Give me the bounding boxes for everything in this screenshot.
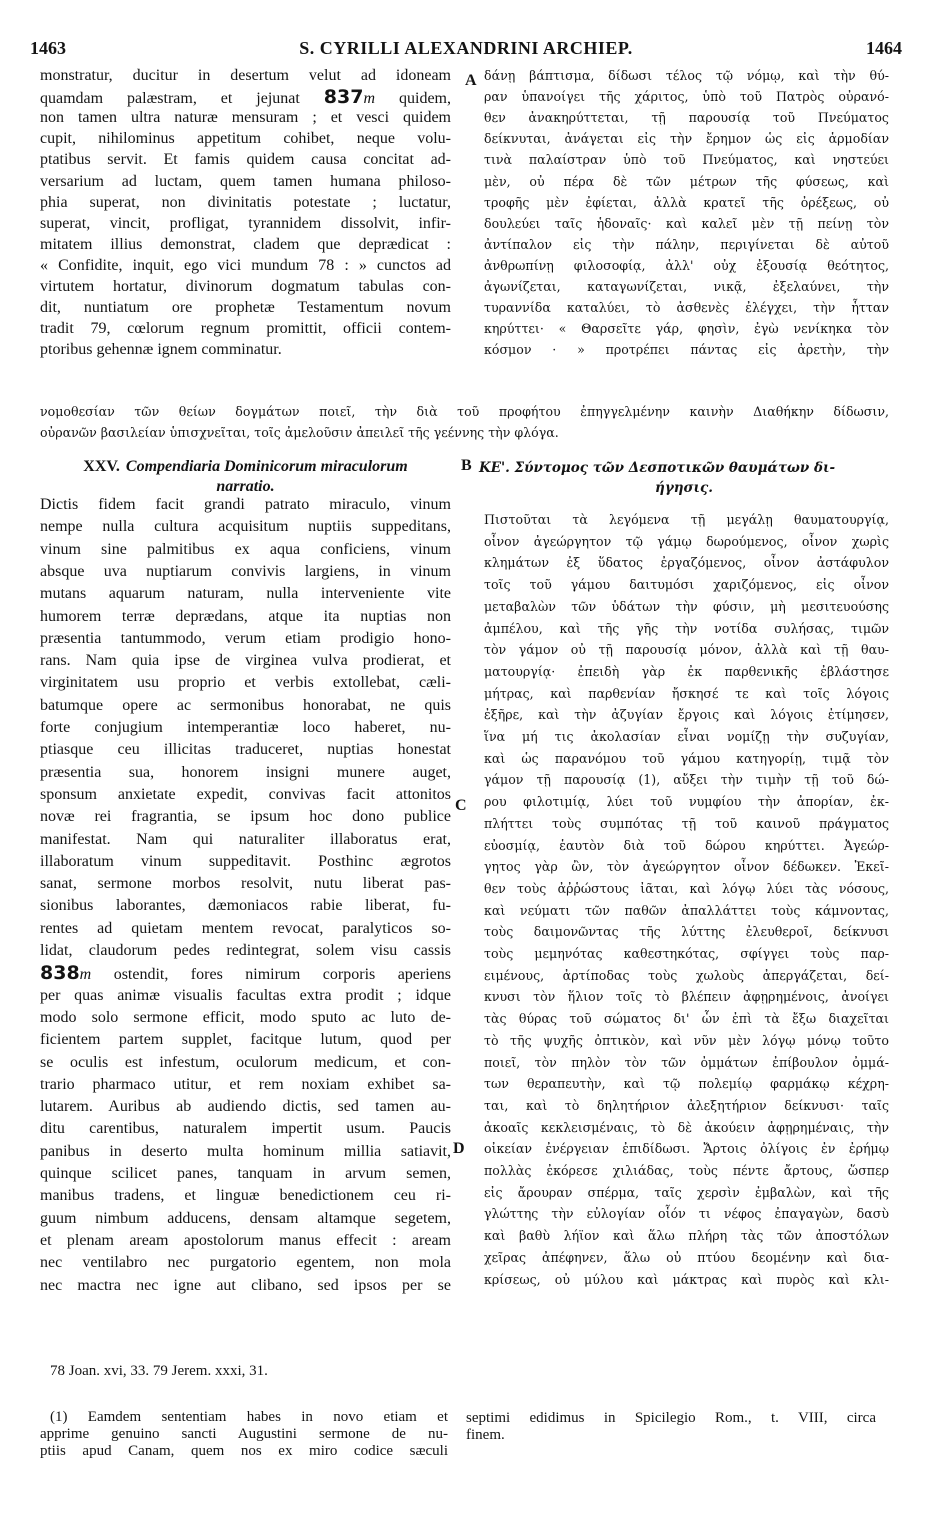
text-line: se oculis est infestum, oculorum medicum, et con-: [40, 1053, 451, 1071]
text-line: δουλεύει ταῖς ἡδοναῖς· καὶ καλεῖ μὲν τῇ πείνῃ τὸν: [484, 215, 889, 231]
text-line: ptiasque ceu illicitas traduceret, nuptias honestat: [40, 741, 451, 759]
text-line: ρου φιλοτιμίᾳ, λύει τοῦ νυμφίου τὴν ἀπορίαν, ἐκ-: [484, 794, 889, 810]
text-line: trario pharmaco utitur, et rem noxiam exhibet sa-: [40, 1075, 451, 1093]
text-line: ἀκοαῖς κεκλεισμέναις, τὸ δὲ ἀκούειν ἀφῃρημέναις, τὴν: [484, 1119, 889, 1135]
text-line: κλημάτων ἐξ ὕδατος ἐργαζόμενος, οἶνον ἀστάφυλον: [484, 555, 889, 571]
text-line: χεῖρας ἀπέφηνεν, ἅλω οὐ πτύου δεομένην καὶ δια-: [484, 1249, 889, 1265]
text-line: οὐρανῶν βασιλείαν ὑπισχνεῖται, τοῖς ἀμελοῦσιν ἀπειλεῖ τῆς γεέννης τὴν φλόγα.: [40, 425, 559, 440]
column-number-marker: 837: [323, 86, 364, 109]
text-line: manifestat. Nam qui naturaliter illaboratus erat,: [40, 830, 451, 848]
text-line: superat, vincit, profligat, tyrannidem dissolvit, infir-: [40, 214, 451, 232]
text-line: illaboratum vinum suppeditavit. Posthinc ægrotos: [40, 852, 451, 870]
text-line: præsentia sua, honorem insigni munere auget,: [40, 763, 451, 781]
text-line: ptatibus servit. Et famis quidem causa concitat ad-: [40, 151, 451, 169]
text-line: τοὺς μεμηνότας καθεστηκότας, σφίγγει τοὺς παρ-: [484, 946, 889, 961]
text-line: ἀντίπαλον εἰς τὴν πάλην, περιγίνεται δὲ αὐτοῦ: [484, 236, 889, 252]
text-line: γητος γὰρ ὢν, τὸν ἀγεώργητον οἶνον δέδωκεν. Ἐκεῖ-: [484, 859, 889, 875]
text-line: rentes ad quietam mentem revocat, paralyticos so-: [40, 919, 451, 937]
text-line: Dictis fidem facit grandi patrato miraculo, vinum: [40, 496, 451, 513]
text-line: lutarem. Auribus ab audiendo dictis, sed tamen au-: [40, 1098, 451, 1116]
margin-letter-c: C: [455, 797, 467, 814]
text-line: humorem terræ deprædans, atque ita nuptias non: [40, 607, 451, 625]
text-line: οἰκείαν ἐνέργειαν ἐπιδίδωσι. Ἄρτοις ὀλίγοις ἐν ἐρήμῳ: [484, 1141, 889, 1157]
text-line: εὐοσμίᾳ, ἑαυτὸν διὰ τοῦ δώρου κηρύττει. Ἀγεώρ-: [484, 837, 889, 853]
text-line: ποιεῖ, τὸν πηλὸν τὸν τῶν ὀμμάτων ἐπίβουλον ὀμμά-: [484, 1054, 889, 1070]
text-line: πλήττει τοὺς συμπότας τῇ τοῦ καινοῦ πράγματος: [484, 815, 889, 831]
text-line: τὸν γάμον οὐ τῇ παρουσίᾳ μόνον, ἀλλὰ καὶ τῇ θαυ-: [484, 642, 889, 658]
running-header: [30, 38, 902, 62]
text-line: ματουργίᾳ· ἐπειδὴ γὰρ ἐκ παρθενικῆς ἐβλάστησε: [484, 663, 889, 679]
text-line: ἵνα μή τις ἀκολασίαν εἶναι νομίζῃ τὴν συζυγίαν,: [484, 729, 889, 744]
text-line: καὶ νεύματι τῶν παθῶν ἀπαλλάττει τοὺς κάμνοντας,: [484, 902, 889, 918]
text-line: ἀνθρωπίνῃ φιλοσοφίᾳ, ἀλλ' οὐχ ἐξουσίᾳ θεότητος,: [484, 257, 889, 273]
text-line: ραν ὑπανοίγει τῆς χάριτος, ὑπὸ τοῦ Πατρὸς οὐρανό-: [484, 89, 889, 105]
text-line: γάμον τῇ παρουσίᾳ (1), αὔξει τὴν τιμὴν τῇ τοῦ δώ-: [484, 772, 889, 788]
text-line: μὲν, οὐ πέρα δὲ τῶν μέτρων τῆς φύσεως, καὶ: [484, 173, 889, 189]
text-line: καὶ ὡς παρανόμου τοῦ γάμου κατηγορίῃ, τιμᾷ τὸν: [484, 750, 889, 766]
text-line: forte conjugium intemperantiæ loco haberet, nu-: [40, 719, 451, 736]
text-line: γλώττης τὴν εὐλογίαν οἷόν τι νέφος ἐπαγαγὼν, δασὺ: [484, 1206, 889, 1222]
text-line: τὰς θύρας τοῦ σώματος δι' ὧν ἐπὶ τὰ ἔξω διαχεῖται: [484, 1011, 889, 1027]
text-line: τινὰ παλαίστραν ὑπὸ τοῦ Πνεύματος, καὶ νηστεύει: [484, 152, 889, 168]
latin-section-title-1: Compendiaria Dominicorum miraculorum: [125, 458, 408, 475]
text-line: guum nimbum adducens, densam altamque segetem,: [40, 1209, 451, 1227]
text-line: versarium ad luctam, quem tamen humana philoso-: [40, 172, 451, 190]
running-title: S. CYRILLI ALEXANDRINI ARCHIEP.: [299, 38, 633, 58]
text-line: sponsum anxietate expedit, convivas facit attonitos: [40, 785, 451, 803]
text-line: « Confidite, inquit, ego vici mundum 78 : » cunctos ad: [40, 256, 451, 274]
text-line: nec ventilabro nec purgatorio egentem, non mola: [40, 1254, 451, 1272]
column-number-marker: 838: [40, 962, 80, 985]
text-line: μεταβαλὼν τῶν ὑδάτων τὴν φύσιν, μὴ μεσιτευούσης: [484, 598, 889, 614]
footnote-line: ptiis apud Canam, quem nos ex miro codice sæculi: [40, 1443, 448, 1459]
footnote-line: septimi edidimus in Spicilegio Rom., t. VIII, circa: [466, 1410, 876, 1426]
margin-letter-d: D: [453, 1140, 465, 1157]
text-line: tradit 79, cœlorum regnum promittit, officii contem-: [40, 320, 451, 338]
text-line: modo solo sermone efficit, modo sputo ac luto de-: [40, 1008, 451, 1026]
greek-section-heading: [479, 458, 889, 498]
text-line: ditu carentibus, naturalem impertit usum. Paucis: [40, 1120, 451, 1138]
text-line: phia superat, non divinitatis potestate ; luctatur,: [40, 193, 451, 211]
text-line: præsentia tantummodo, verum etiam prodigio hono-: [40, 629, 451, 647]
text-line: ται, καὶ τὸ δηλητήριον ἀλεξητήριον δείκνυσι· ταῖς: [484, 1097, 889, 1113]
text-line: μήτρας, καὶ παρθενίαν ἤσκησέ τε καὶ τοῖς λόγοις: [484, 685, 889, 701]
text-line: νομοθεσίαν τῶν θείων δογμάτων ποιεῖ, τὴν διὰ τοῦ προφήτου ἐπηγγελμένην καινὴν Διαθήκην δίδωσιν,: [40, 404, 889, 419]
text-line: et plenam aream apostolorum manus effecit : aream: [40, 1231, 451, 1249]
text-line: ειμένους, ἀρτίποδας τοὺς χωλοὺς ἀπεργάζεται, δεί-: [484, 967, 889, 983]
text-line: lidat, claudorum pedes redintegrat, solem visu cassis: [40, 942, 451, 959]
text-line: οἶνον ἀγεώργητον τῷ γάμῳ δωρούμενος, οἶνον χωρὶς: [484, 533, 889, 549]
greek-section-heading-1: ΚΕ'. Σύντομος τῶν Δεσποτικῶν θαυμάτων δι-: [479, 460, 836, 476]
text-line: virtutem hortatur, divinorum dogmatum tabulas con-: [40, 278, 451, 295]
text-line: quinque scilicet panes, tanquam in arvum semen,: [40, 1165, 451, 1182]
text-line: virginitatem usu proprio et verbis extollebat, cæli-: [40, 674, 451, 692]
text-line: per quas animæ visualis facultas extra prodit ; idque: [40, 986, 451, 1004]
text-line: τυραννίδα καταλύει, τὸ ἀσθενὲς ἐλέγχει, τὴν ἧτταν: [484, 300, 889, 316]
text-line: ἀμπέλου, καὶ τῆς γῆς τὴν νοτίδα συλήσας, τιμῶν: [484, 620, 889, 636]
latin-section-title-2: narratio.: [216, 478, 275, 495]
text-line: κρίσεως, οὐ μύλου καὶ μάκτρας καὶ πυρὸς καὶ κλι-: [484, 1271, 889, 1287]
text-line: absque uva nuptiarum convivis largiens, in vinum: [40, 562, 451, 580]
text-line: θεν ἀνακηρύττεται, τῇ παρουσίᾳ τοῦ Πνεύματος: [484, 110, 889, 126]
text-line: των θεραπευτὴν, καὶ τῷ πολεμίῳ φαρμάκῳ κέχρη-: [484, 1076, 889, 1092]
text-line: non tamen ultra naturæ mensuram ; et vesci quidem: [40, 109, 451, 127]
text-line: κόσμον · » προτρέπει πάντας εἰς ἀρετὴν, τὴν: [484, 342, 889, 358]
text-line: εἰς ἄρουραν σπέρμα, ταῖς χερσὶν ἐμβαλὼν, καὶ τῆς: [484, 1184, 889, 1200]
margin-letter-a: A: [465, 72, 477, 89]
text-line: panibus in deserto multa hominum millia satiavit,: [40, 1142, 451, 1160]
text-line: δείκνυται, ἀνάγεται εἰς τὴν ἔρημον ὡς εἰς ἁρμοδίαν: [484, 131, 889, 147]
text-line: τροφῆς μὲν ἐφίεται, ἀλλὰ κρατεῖ τῆς ὀρέξεως, οὐ: [484, 194, 889, 210]
text-line: Πιστοῦται τὰ λεγόμενα τῇ μεγάλῃ θαυματουργίᾳ,: [484, 512, 889, 527]
text-line: dit, nuntiatum ore prophetæ Testamentum novum: [40, 299, 451, 317]
text-line: τοῖς τοῦ γάμου δαιτυμόσι χαριζόμενος, εἰς οἶνον: [484, 577, 889, 593]
text-line: vinum sine palmitibus ex aqua conficiens, vinum: [40, 540, 451, 558]
text-line: batumque opere ac sermonibus honorabat, ne quis: [40, 696, 451, 714]
text-line: καὶ βαθὺ λήϊον καὶ ἅλω πλήρη τὰς τῶν ἀποστόλων: [484, 1228, 889, 1244]
latin-section-heading: [40, 457, 451, 497]
text-line: κηρύττει· « Θαρσεῖτε γάρ, φησὶν, ἐγὼ νενίκηκα τὸν: [484, 321, 889, 337]
text-line: manibus tradens, et linguæ benedictionem ceu ri-: [40, 1187, 451, 1205]
latin-section-number: XXV.: [83, 458, 120, 475]
text-line: rans. Nam quia ipse de virginea vulva prodierat, et: [40, 652, 451, 670]
text-line: ἀγωνίζεται, καταγωνίζεται, νικᾷ, ἐξελαύνει, τὴν: [484, 279, 889, 294]
text-line: ἐξῆρε, καὶ τὴν ἀζυγίαν ἔργοις καὶ λόγοις ἐτίμησεν,: [484, 707, 889, 723]
text-line: novæ rei fragrantia, se ipsum hoc dono publice: [40, 808, 451, 826]
footnote-references: 78 Joan. xvi, 33. 79 Jerem. xxxi, 31.: [50, 1363, 268, 1379]
text-line: nec mactra nec igne aut clibano, sed ipsos per se: [40, 1276, 451, 1294]
text-line: mutans aquarum naturam, nulla interveniente vite: [40, 585, 451, 603]
text-line: ficientem partem supplet, facitque lutum, quod per: [40, 1031, 451, 1049]
text-line: τὸ τῆς ψυχῆς ὀπτικὸν, καὶ νῦν μὲν λόγῳ μόνῳ τοῦτο: [484, 1032, 889, 1048]
text-line: quamdam palæstram, et jejunat 837m quidem,: [40, 86, 451, 109]
text-line: δάνῃ βάπτισμα, δίδωσι τέλος τῷ νόμῳ, καὶ τὴν θύ-: [484, 68, 889, 83]
greek-section-heading-2: ήγησις.: [655, 480, 713, 496]
text-line: monstratur, ducitur in desertum velut ad idoneam: [40, 67, 451, 84]
text-line: τοὺς δαιμονῶντας τῆς λύττης ἐλευθεροῖ, δείκνυσι: [484, 924, 889, 940]
text-line: κνυσι τὸν ἥλιον τοῖς τὸ βλέπειν ἀφῃρημένοις, ἀνοίγει: [484, 989, 889, 1005]
text-line: 838m ostendit, fores nimirum corporis aperiens: [40, 962, 451, 985]
text-line: θεν τοὺς ἀῤῥώστους ἰᾶται, καὶ λόγῳ λύει τὰς νόσους,: [484, 880, 889, 896]
text-line: mitatem illius demonstrat, cladem que deprædicat :: [40, 235, 451, 253]
text-line: ptoribus gehennæ ignem comminatur.: [40, 341, 282, 359]
text-line: πολλὰς ἐκόρεσε χιλιάδας, τοὺς πέντε ἄρτους, ὥσπερ: [484, 1163, 889, 1178]
footnote-line: apprime genuino sancti Augustini sermone de nu-: [40, 1426, 448, 1442]
footnote-line: finem.: [466, 1427, 505, 1443]
text-line: sionibus laborantes, dæmoniacos rabie liberat, fu-: [40, 897, 451, 915]
text-line: cupit, nihilominus appetitum cohibet, neque volu-: [40, 130, 451, 148]
page-number-left: 1463: [30, 38, 66, 58]
text-line: nempe nulla cultura acquisitum nuptiis suppeditans,: [40, 518, 451, 536]
margin-letter-b: B: [461, 457, 472, 474]
text-line: sanat, sermone morbos resolvit, nutu liberat pas-: [40, 875, 451, 893]
page-number-right: 1464: [866, 38, 902, 58]
footnote-line: (1) Eamdem sententiam habes in novo etiam et: [50, 1409, 448, 1425]
